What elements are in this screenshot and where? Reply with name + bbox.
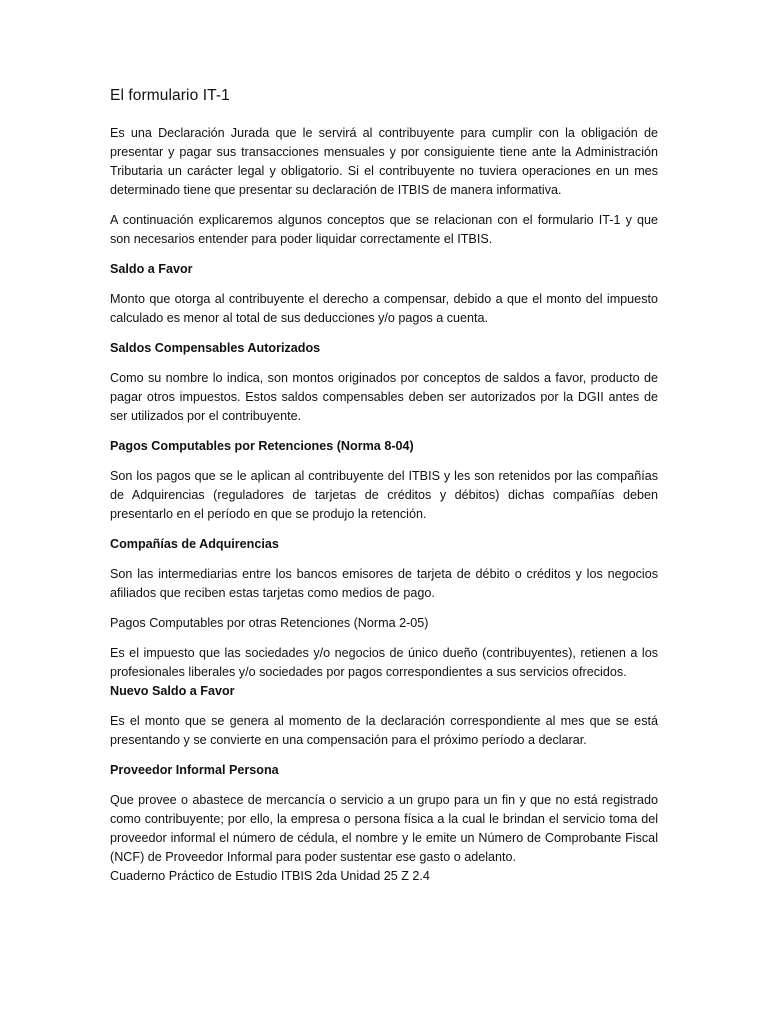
heading-pagos-retenciones-8-04: Pagos Computables por Retenciones (Norma 8-04)	[110, 439, 414, 453]
heading-pagos-otras-retenciones-2-05: Pagos Computables por otras Retenciones (Norma 2-05)	[110, 616, 429, 630]
document-page	[110, 86, 658, 886]
heading-nuevo-saldo-a-favor: Nuevo Saldo a Favor	[110, 684, 235, 698]
body-companias-adquirencias: Son las intermediarias entre los bancos emisores de tarjeta de débito o créditos y los negocios afiliados que reciben estas tarjetas como medios de pago.	[110, 567, 658, 600]
body-pagos-retenciones-8-04: Son los pagos que se le aplican al contribuyente del ITBIS y les son retenidos por las compañías de Adquirencias (reguladores de tarjetas de créditos y débitos) dichas compañías deben presentarlo en el período en que se produjo la retención.	[110, 469, 658, 521]
body-saldos-compensables: Como su nombre lo indica, son montos originados por conceptos de saldos a favor, producto de pagar otros impuestos. Estos saldos compensables deben ser autorizados por la DGII antes de ser utilizados por el contribuyente.	[110, 371, 658, 423]
heading-saldos-compensables: Saldos Compensables Autorizados	[110, 341, 321, 355]
document-title: El formulario IT-1	[110, 87, 230, 104]
intro-paragraph-1: Es una Declaración Jurada que le servirá al contribuyente para cumplir con la obligación de presentar y pagar sus transacciones mensuales y por consiguiente tiene ante la Administración Tributaria un carácter legal y obligatorio. Si el contribuyente no tuviera operaciones en un mes determinado tiene que presentar su declaración de ITBIS de manera informativa.	[110, 126, 658, 197]
footer-reference: Cuaderno Práctico de Estudio ITBIS 2da Unidad 25 Z 2.4	[110, 869, 430, 883]
heading-proveedor-informal: Proveedor Informal Persona	[110, 763, 279, 777]
body-proveedor-informal: Que provee o abastece de mercancía o servicio a un grupo para un fin y que no está registrado como contribuyente; por ello, la empresa o persona física a la cual le brindan el servicio toma del proveedor informal el número de cédula, el nombre y le emite un Número de Comprobante Fiscal (NCF) de Proveedor Informal para poder sustentar ese gasto o adelanto.	[110, 793, 658, 864]
heading-saldo-a-favor: Saldo a Favor	[110, 262, 193, 276]
body-pagos-otras-retenciones-2-05: Es el impuesto que las sociedades y/o negocios de único dueño (contribuyentes), retienen a los profesionales liberales y/o sociedades por pagos correspondientes a sus servicios ofrecidos.	[110, 646, 658, 679]
intro-paragraph-2: A continuación explicaremos algunos conceptos que se relacionan con el formulario IT-1 y que son necesarios entender para poder liquidar correctamente el ITBIS.	[110, 213, 658, 246]
body-nuevo-saldo-a-favor: Es el monto que se genera al momento de la declaración correspondiente al mes que se está presentando y se convierte en una compensación para el próximo período a declarar.	[110, 714, 658, 747]
heading-companias-adquirencias: Compañías de Adquirencias	[110, 537, 279, 551]
body-saldo-a-favor: Monto que otorga al contribuyente el derecho a compensar, debido a que el monto del impuesto calculado es menor al total de sus deducciones y/o pagos a cuenta.	[110, 292, 658, 325]
